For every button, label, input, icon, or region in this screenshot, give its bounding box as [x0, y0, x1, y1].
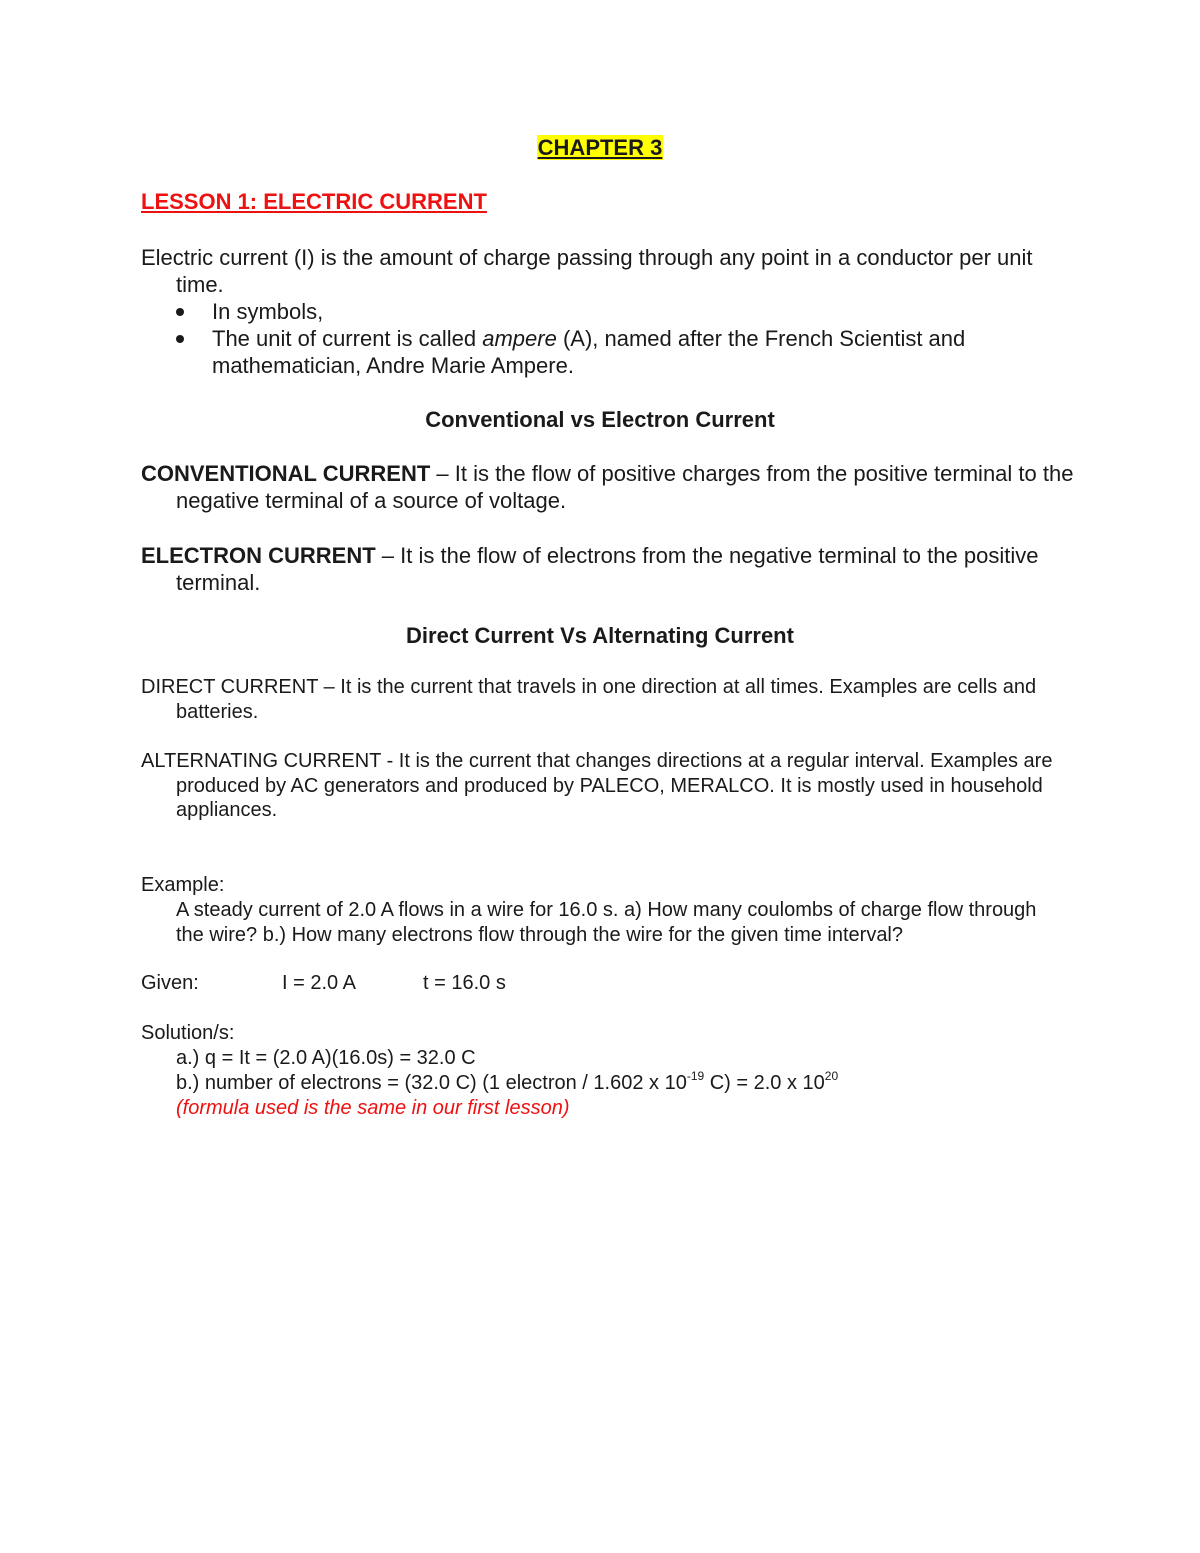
- solution-label: Solution/s:: [141, 1022, 235, 1044]
- section-heading: Conventional vs Electron Current: [425, 407, 775, 432]
- bullet-icon: [176, 308, 184, 316]
- bullet-icon: [176, 335, 184, 343]
- electron-current-definition: ELECTRON CURRENT – It is the flow of electrons from the negative terminal to the positive terminal.: [141, 543, 1039, 595]
- ampere-term: ampere: [482, 326, 557, 351]
- given-current: I = 2.0 A: [282, 972, 356, 994]
- intro-paragraph: Electric current (I) is the amount of charge passing through any point in a conductor per unit time.: [141, 245, 1033, 297]
- given-time: t = 16.0 s: [423, 972, 506, 994]
- lesson-title: LESSON 1: ELECTRIC CURRENT: [141, 189, 487, 214]
- direct-current-definition: DIRECT CURRENT – It is the current that travels in one direction at all times. Examples are cells and batteries.: [141, 676, 1037, 723]
- alternating-current-definition: ALTERNATING CURRENT - It is the current that changes directions at a regular interval. Examples are produced by AC generators and produced by PALECO, MERALCO. It is mostly used in household appliances.: [141, 750, 1053, 821]
- term: CONVENTIONAL CURRENT: [141, 461, 431, 486]
- term: ELECTRON CURRENT: [141, 543, 376, 568]
- solution-a: a.) q = It = (2.0 A)(16.0s) = 32.0 C: [176, 1047, 476, 1069]
- given-label: Given:: [141, 972, 199, 994]
- bullet-item: In symbols,: [141, 298, 1051, 325]
- solution-b: b.) number of electrons = (32.0 C) (1 electron / 1.602 x $10^{-19}$ C) = 2.0 x $10^{20}$: [176, 1069, 839, 1094]
- conventional-current-definition: CONVENTIONAL CURRENT – It is the flow of positive charges from the positive terminal to the negative terminal of a source of voltage.: [141, 461, 1074, 513]
- formula-note: (formula used is the same in our first lesson): [176, 1097, 570, 1119]
- bullet-item: The unit of current is called ampere (A), named after the French Scientist and mathematician, Andre Marie Ampere.: [141, 325, 1051, 379]
- section-heading: Direct Current Vs Alternating Current: [406, 623, 794, 648]
- example-problem: A steady current of 2.0 A flows in a wire for 16.0 s. a) How many coulombs of charge flow through the wire? b.) How many electrons flow through the wire for the given time interval?: [176, 899, 1037, 946]
- example-label: Example:: [141, 874, 225, 896]
- bullet-list: [141, 298, 1051, 379]
- chapter-title: CHAPTER 3: [537, 135, 663, 160]
